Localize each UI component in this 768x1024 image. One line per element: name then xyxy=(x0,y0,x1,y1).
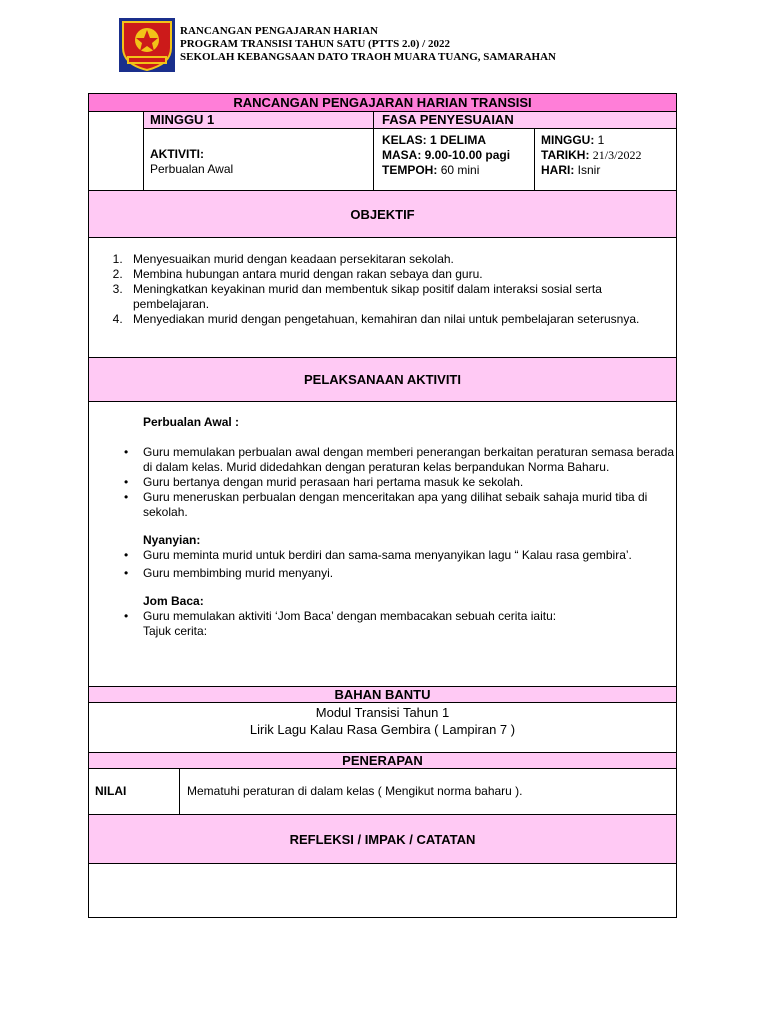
pelaksanaan-section xyxy=(89,401,676,686)
list-item: 2. Membina hubungan antara murid dengan rakan sebaya dan guru. xyxy=(126,267,676,282)
objektif-list xyxy=(89,252,676,327)
info-right xyxy=(373,112,676,190)
nilai-label: NILAI xyxy=(95,784,127,798)
lesson-plan-form xyxy=(88,93,677,918)
kelas-value: KELAS: 1 DELIMA xyxy=(382,133,487,147)
bullet-list xyxy=(89,445,676,520)
pelaksanaan-heading: PELAKSANAAN AKTIVITI xyxy=(89,357,676,401)
refleksi-content xyxy=(89,863,676,917)
tarikh-label: TARIKH: xyxy=(541,148,590,162)
info-left xyxy=(143,112,373,190)
school-header-text xyxy=(180,25,600,64)
bahan-bantu-section xyxy=(89,702,676,752)
tempoh-label: TEMPOH: xyxy=(382,163,438,177)
bahan-bantu-heading: BAHAN BANTU xyxy=(89,686,676,702)
section-title: Perbualan Awal : xyxy=(143,415,240,429)
penerapan-heading: PENERAPAN xyxy=(89,752,676,768)
fasa-header: FASA PENYESUAIAN xyxy=(374,112,676,129)
minggu-value: 1 xyxy=(597,133,605,147)
header-line: PROGRAM TRANSISI TAHUN SATU (PTTS 2.0) / 2022 xyxy=(180,38,450,50)
school-crest-icon xyxy=(119,18,175,72)
bahan-line: Modul Transisi Tahun 1 xyxy=(315,705,450,720)
bullet-list xyxy=(89,609,676,624)
list-item: 3. Meningkatkan keyakinan murid dan membentuk sikap positif dalam interaksi sosial serta pembelajaran. xyxy=(126,282,676,312)
objektif-section xyxy=(89,237,676,357)
minggu-cell xyxy=(534,129,676,190)
bahan-line: Lirik Lagu Kalau Rasa Gembira ( Lampiran 7 ) xyxy=(249,722,516,737)
form-title: RANCANGAN PENGAJARAN HARIAN TRANSISI xyxy=(89,94,676,111)
nilai-row xyxy=(89,768,676,814)
section-title: Jom Baca: xyxy=(143,594,204,608)
list-item: • Guru memulakan perbualan awal dengan memberi penerangan berkaitan peraturan semasa berada di dalam kelas. Murid didedahkan dengan peraturan kelas berpandukan Norma Baharu. xyxy=(124,445,676,475)
list-item: 4. Menyediakan murid dengan pengetahuan, kemahiran dan nilai untuk pembelajaran seterusnya. xyxy=(126,312,676,327)
tempoh-value: 60 mini xyxy=(440,163,480,177)
list-item: 1. Menyesuaikan murid dengan keadaan persekitaran sekolah. xyxy=(126,252,676,267)
objektif-heading: OBJEKTIF xyxy=(89,190,676,237)
header-line: SEKOLAH KEBANGSAAN DATO TRAOH MUARA TUANG, SAMARAHAN xyxy=(180,51,556,63)
hari-value: Isnir xyxy=(577,163,601,177)
minggu-header: MINGGU 1 xyxy=(144,112,373,129)
tarikh-value: 21/3/2022 xyxy=(592,148,642,162)
bullet-list xyxy=(89,548,676,581)
nilai-value: Mematuhi peraturan di dalam kelas ( Mengikut norma baharu ). xyxy=(179,769,676,814)
section-title: Nyanyian: xyxy=(143,533,201,547)
tajuk-cerita: Tajuk cerita: xyxy=(143,624,208,638)
list-item: • Guru bertanya dengan murid perasaan hari pertama masuk ke sekolah. xyxy=(124,475,676,490)
refleksi-heading: REFLEKSI / IMPAK / CATATAN xyxy=(89,814,676,863)
list-item: • Guru meminta murid untuk berdiri dan sama-sama menyanyikan lagu “ Kalau rasa gembira’. xyxy=(124,548,676,563)
list-item: • Guru meneruskan perbualan dengan menceritakan apa yang dilihat sebaik sahaja murid tiba di sekolah. xyxy=(124,490,676,520)
minggu-label: MINGGU: xyxy=(541,133,595,147)
header-line: RANCANGAN PENGAJARAN HARIAN xyxy=(180,25,378,37)
aktiviti-label: AKTIVITI: xyxy=(150,147,204,161)
hari-label: HARI: xyxy=(541,163,575,177)
aktiviti-value: Perbualan Awal xyxy=(150,162,234,176)
list-item: • Guru membimbing murid menyanyi. xyxy=(124,566,676,581)
masa-value: MASA: 9.00-10.00 pagi xyxy=(382,148,511,162)
kelas-cell xyxy=(374,129,534,178)
info-block xyxy=(89,111,676,190)
list-item: • Guru memulakan aktiviti ‘Jom Baca’ dengan membacakan sebuah cerita iaitu: xyxy=(124,609,676,624)
